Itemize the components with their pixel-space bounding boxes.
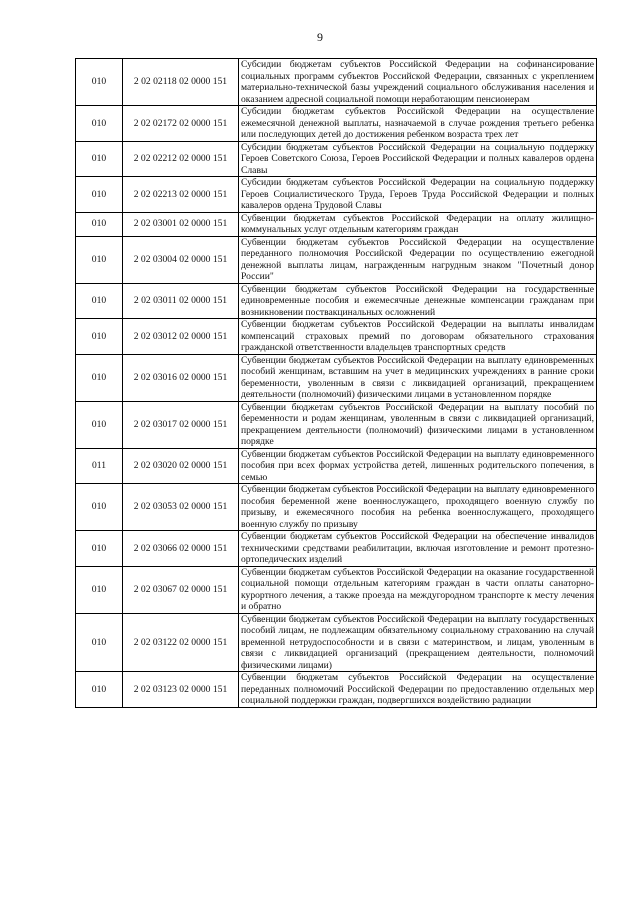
budget-code-cell: 2 02 02172 02 0000 151 — [123, 106, 239, 142]
budget-code-cell: 2 02 02213 02 0000 151 — [123, 177, 239, 213]
description-cell: Субсидии бюджетам субъектов Российской Федерации на социальную поддержку Героев Социалистического Труда, Героев Труда Российской Федерации и полных кавалеров ордена Трудовой Славы — [239, 177, 597, 213]
table-row — [76, 401, 597, 448]
admin-code-cell: 010 — [76, 401, 123, 448]
budget-code-cell: 2 02 03066 02 0000 151 — [123, 531, 239, 567]
admin-code-cell: 010 — [76, 236, 123, 283]
description-cell: Субсидии бюджетам субъектов Российской Федерации на социальную поддержку Героев Советского Союза, Героев Российской Федерации и полных кавалеров ордена Славы — [239, 141, 597, 177]
table-row — [76, 141, 597, 177]
admin-code-cell: 010 — [76, 484, 123, 531]
admin-code-cell: 010 — [76, 141, 123, 177]
description-cell: Субсидии бюджетам субъектов Российской Федерации на осуществление ежемесячной денежной выплаты, назначаемой в случае рождения третьего ребенка или последующих детей до достижения ребенком возраста трех лет — [239, 106, 597, 142]
admin-code-cell: 010 — [76, 672, 123, 708]
description-cell: Субвенции бюджетам субъектов Российской Федерации на осуществление переданного полномочия Российской Федерации по осуществлению ежегодной денежной выплаты лицам, награжденным нагрудным знаком "Почетный донор России" — [239, 236, 597, 283]
admin-code-cell: 010 — [76, 283, 123, 319]
budget-code-cell: 2 02 03123 02 0000 151 — [123, 672, 239, 708]
description-cell: Субвенции бюджетам субъектов Российской Федерации на государственные единовременные пособия и ежемесячные денежные компенсации гражданам при возникновении поствакцинальных осложнений — [239, 283, 597, 319]
budget-code-cell: 2 02 03053 02 0000 151 — [123, 484, 239, 531]
description-cell: Субвенции бюджетам субъектов Российской Федерации на обеспечение инвалидов техническими средствами реабилитации, включая изготовление и ремонт протезно-ортопедических изделий — [239, 531, 597, 567]
budget-code-cell: 2 02 02118 02 0000 151 — [123, 59, 239, 106]
admin-code-cell: 010 — [76, 613, 123, 672]
admin-code-cell: 010 — [76, 59, 123, 106]
budget-code-cell: 2 02 03020 02 0000 151 — [123, 448, 239, 484]
table-row — [76, 448, 597, 484]
table-row — [76, 484, 597, 531]
budget-code-cell: 2 02 02212 02 0000 151 — [123, 141, 239, 177]
description-cell: Субвенции бюджетам субъектов Российской Федерации на выплаты инвалидам компенсаций страховых премий по договорам обязательного страхования гражданской ответственности владельцев транспортных средств — [239, 319, 597, 355]
admin-code-cell: 011 — [76, 448, 123, 484]
admin-code-cell: 010 — [76, 177, 123, 213]
budget-code-cell: 2 02 03012 02 0000 151 — [123, 319, 239, 355]
description-cell: Субвенции бюджетам субъектов Российской Федерации на оплату жилищно-коммунальных услуг отдельным категориям граждан — [239, 212, 597, 236]
budget-code-cell: 2 02 03017 02 0000 151 — [123, 401, 239, 448]
table-row — [76, 672, 597, 708]
admin-code-cell: 010 — [76, 319, 123, 355]
admin-code-cell: 010 — [76, 566, 123, 613]
table-row — [76, 283, 597, 319]
description-cell: Субвенции бюджетам субъектов Российской Федерации на выплату пособий по беременности и родам женщинам, уволенным в связи с ликвидацией организаций, прекращением деятельности (полномочий) физическими лицами в установленном порядке — [239, 401, 597, 448]
budget-code-cell: 2 02 03001 02 0000 151 — [123, 212, 239, 236]
description-cell: Субсидии бюджетам субъектов Российской Федерации на софинансирование социальных программ субъектов Российской Федерации, связанных с укреплением материально-технической базы учреждений социального обслуживания населения и оказанием адресной социальной помощи неработающим пенсионерам — [239, 59, 597, 106]
budget-classification-table — [75, 58, 597, 708]
table-row — [76, 531, 597, 567]
admin-code-cell: 010 — [76, 106, 123, 142]
table-row — [76, 236, 597, 283]
table-body — [76, 59, 597, 708]
description-cell: Субвенции бюджетам субъектов Российской Федерации на выплату единовременного пособия беременной жене военнослужащего, проходящего военную службу по призыву, и ежемесячного пособия на ребенка военнослужащего, проходящего военную службу по призыву — [239, 484, 597, 531]
admin-code-cell: 010 — [76, 354, 123, 401]
description-cell: Субвенции бюджетам субъектов Российской Федерации на оказание государственной социальной помощи отдельным категориям граждан в части оплаты санаторно-курортного лечения, а также проезда на междугородном транспорте к месту лечения и обратно — [239, 566, 597, 613]
admin-code-cell: 010 — [76, 531, 123, 567]
budget-code-cell: 2 02 03016 02 0000 151 — [123, 354, 239, 401]
admin-code-cell: 010 — [76, 212, 123, 236]
description-cell: Субвенции бюджетам субъектов Российской Федерации на осуществление переданных полномочий Российской Федерации по предоставлению отдельных мер социальной поддержки граждан, подвергшихся воздействию радиации — [239, 672, 597, 708]
table-row — [76, 613, 597, 672]
budget-code-cell: 2 02 03004 02 0000 151 — [123, 236, 239, 283]
table-row — [76, 106, 597, 142]
table-row — [76, 319, 597, 355]
budget-code-cell: 2 02 03067 02 0000 151 — [123, 566, 239, 613]
table-row — [76, 212, 597, 236]
table-row — [76, 59, 597, 106]
page-number: 9 — [317, 30, 323, 44]
budget-code-cell: 2 02 03011 02 0000 151 — [123, 283, 239, 319]
description-cell: Субвенции бюджетам субъектов Российской Федерации на выплату единовременных пособий женщинам, вставшим на учет в медицинских учреждениях в ранние сроки беременности, уволенным в связи с ликвидацией организаций, прекращением деятельности (полномочий) физическими лицами в установленном порядке — [239, 354, 597, 401]
table-row — [76, 177, 597, 213]
budget-code-cell: 2 02 03122 02 0000 151 — [123, 613, 239, 672]
table-row — [76, 566, 597, 613]
description-cell: Субвенции бюджетам субъектов Российской Федерации на выплату единовременного пособия при всех формах устройства детей, лишенных родительского попечения, в семью — [239, 448, 597, 484]
table-row — [76, 354, 597, 401]
description-cell: Субвенции бюджетам субъектов Российской Федерации на выплату государственных пособий лицам, не подлежащим обязательному социальному страхованию на случай временной нетрудоспособности и в связи с материнством, и лицам, уволенным в связи с ликвидацией организаций (прекращением деятельности, полномочий физическими лицами) — [239, 613, 597, 672]
